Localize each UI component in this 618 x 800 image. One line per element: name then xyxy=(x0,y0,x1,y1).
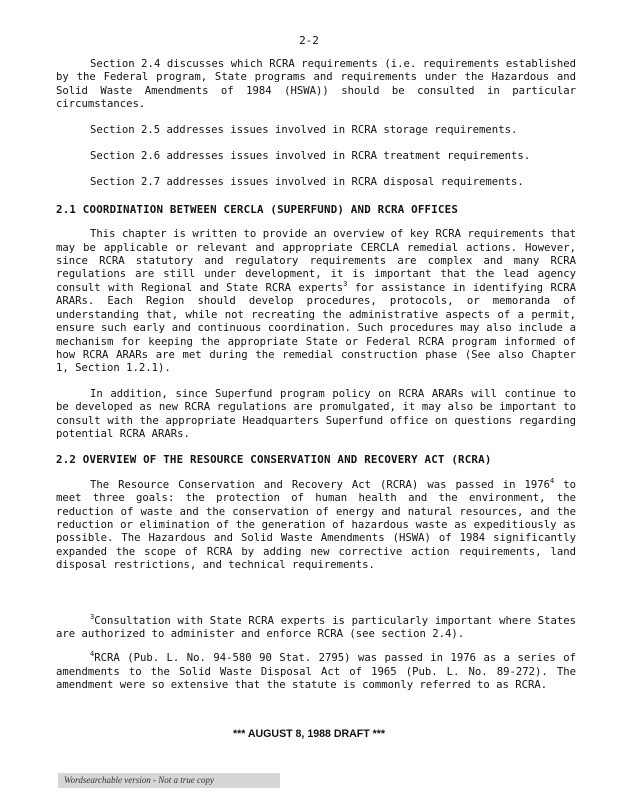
section-2-1-paragraph-1-text-a: This chapter is written to provide an overview of key RCRA requirements that may be applicable or relevant and appropriate CERCLA remedial actions. However, since RCRA statutory and regulatory requirements are complex and many RCRA regulations are still under development, it is important that the lead agency consult with Regional and State RCRA experts xyxy=(56,228,576,294)
section-2-2-paragraph-1-text-a: The Resource Conservation and Recovery Act (RCRA) was passed in 1976 xyxy=(90,478,551,491)
section-2-1-paragraph-2: In addition, since Superfund program policy on RCRA ARARs will continue to be developed as new RCRA regulations are promulgated, it may also be important to consult with the appropriate Headquarters Superfund office on questions regarding potential RCRA ARARs. xyxy=(56,387,576,440)
section-2-1-heading: 2.1 COORDINATION BETWEEN CERCLA (SUPERFUND) AND RCRA OFFICES xyxy=(56,202,459,216)
footnote-3-text: Consultation with State RCRA experts is particularly important where States are authorized to administer and enforce RCRA (see section 2.4). xyxy=(56,614,576,640)
intro-paragraph-2-6: Section 2.6 addresses issues involved in RCRA treatment requirements. xyxy=(90,150,531,163)
section-2-1-paragraph-1-text-b: for assistance in identifying RCRA ARARs. Each Region should develop procedures, protocols, or memoranda of understanding that, while not recreating the administrative aspects of a permit, ensure such early and continuous coordination. Such procedures may also include a mechanism for keeping the appropriate State or Federal RCRA program informed of how RCRA ARARs are met during the remedial construction phase (See also Chapter 1, Section 1.2.1). xyxy=(56,281,577,375)
footnote-4-text: RCRA (Pub. L. No. 94-580 90 Stat. 2795) was passed in 1976 as a series of amendments to the Solid Waste Disposal Act of 1965 (Pub. L. No. 89-272). The amendment were so extensive that the statute is commonly referred to as RCRA. xyxy=(56,652,576,692)
footnote-4-mark: 4 xyxy=(90,650,95,659)
footnote-3 xyxy=(56,612,576,642)
section-2-1-paragraph-1 xyxy=(56,228,576,375)
section-2-2-paragraph-1-text-b: to meet three goals: the protection of human health and the environment, the reduction of waste and the conservation of energy and natural resources, and the reduction or elimination of the generation of hazardous waste as expeditiously as possible. The Hazardous and Solid Waste Amendments (HSWA) of 1984 significantly expanded the scope of RCRA by adding new corrective action requirements, land disposal restrictions, and technical requirements. xyxy=(56,478,576,572)
footnote-ref-3: 3 xyxy=(343,279,348,288)
intro-paragraph-2-5: Section 2.5 addresses issues involved in RCRA storage requirements. xyxy=(90,123,518,136)
footnote-ref-4: 4 xyxy=(550,476,555,485)
draft-date-footer: *** AUGUST 8, 1988 DRAFT *** xyxy=(232,728,386,740)
section-2-2-heading: 2.2 OVERVIEW OF THE RESOURCE CONSERVATION AND RECOVERY ACT (RCRA) xyxy=(56,453,492,467)
section-2-2-paragraph-1 xyxy=(56,476,576,573)
footnote-separator-space xyxy=(56,585,576,615)
intro-paragraph-2-4: Section 2.4 discusses which RCRA requirements (i.e. requirements established by the Federal program, State programs and requirements under the Hazardous and Solid Waste Amendments of 1984 (HSWA)) should be consulted in particular circumstances. xyxy=(56,58,576,111)
page-number: 2-2 xyxy=(299,34,319,47)
wordsearchable-watermark: Wordsearchable version - Not a true copy xyxy=(58,773,280,788)
intro-paragraph-2-7: Section 2.7 addresses issues involved in RCRA disposal requirements. xyxy=(90,176,524,189)
footnote-4 xyxy=(56,652,576,692)
footnote-3-mark: 3 xyxy=(90,612,95,621)
document-body xyxy=(56,58,576,704)
